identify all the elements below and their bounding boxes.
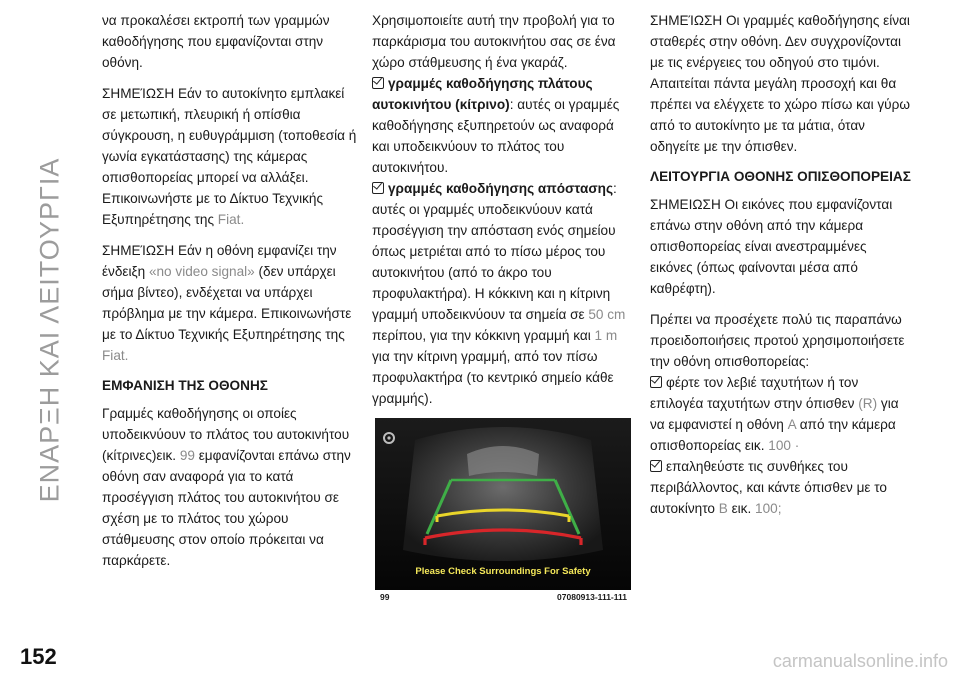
signal-message: «no video signal»: [148, 264, 255, 279]
rear-camera-view: [375, 418, 631, 590]
text-column-1: [102, 10, 360, 581]
checkmark-icon: [650, 376, 662, 388]
figure-reference: 100;: [755, 501, 782, 516]
brand-name: Fiat.: [217, 212, 245, 227]
paragraph: Πρέπει να προσέχετε πολύ τις παραπάνω προειδοποιήσεις προτού χρησιμοποιήσετε την οθόνη οπισθοπορείας:: [650, 312, 905, 369]
list-item: επαληθεύστε τις συνθήκες του περιβάλλοντος, και κάντε όπισθεν με το αυτοκίνητο B εικ. 100;: [650, 459, 887, 516]
figure-number: 99: [380, 592, 390, 602]
text-column-3: [650, 10, 912, 519]
note-mirrored-images: ΣΗΜΕΙΩΣΗ Οι εικόνες που εμφανίζονται επάνω στην οθόνη από την κάμερα οπισθοπορείας είναι ανεστραμμένες εικόνες (όπως φαίνονται μέσα από καθρέφτη).: [650, 197, 893, 296]
paragraph: Γραμμές καθοδήγησης οι οποίες υποδεικνύουν το πλάτος του αυτοκινήτου (κίτρινες)εικ. 99 εμφανίζονται επάνω στην οθόνη σαν αναφορά για το κατά προσέγγιση πλάτος του αυτοκινήτου σε σχέση με το πλάτος του χώρου στάθμευσης στον οποίο πρόκειται να παρκάρετε.: [102, 406, 351, 568]
screen-reference: A: [787, 417, 796, 432]
site-watermark: carmanualsonline.info: [772, 651, 948, 671]
list-item: γραμμές καθοδήγησης πλάτους αυτοκινήτου (κίτρινο): αυτές οι γραμμές καθοδήγησης εξυπηρετούν ως αναφορά και υποδεικνύουν το πλάτος του αυτοκινήτου.: [372, 76, 620, 175]
checkmark-icon: [372, 182, 384, 194]
note-camera-alignment: ΣΗΜΕΊΩΣΗ Εάν το αυτοκίνητο εμπλακεί σε μετωπική, πλευρική ή οπίσθια σύγκρουση, η ευθυγράμμιση (τοποθεσία ή γωνία εγκατάστασης) της κάμερας οπισθοπορείας μπορεί να αλλάξει. Επικοινωνήστε με το Δίκτυο Τεχνικής Εξυπηρέτησης της Fiat.: [102, 86, 357, 227]
checkmark-icon: [372, 77, 384, 89]
figure-reference: 99: [179, 448, 195, 463]
text-column-2: [372, 10, 634, 409]
list-item: γραμμές καθοδήγησης απόστασης: αυτές οι γραμμές υποδεικνύουν κατά προσέγγιση την απόσταση ενός σημείου όπως μετριέται από το πίσω μέρος του αυτοκινήτου (από το άκρο του προφυλακτήρα). Η κόκκινη και η κίτρινη γραμμή υποδεικνύουν τα σημεία σε 50 cm περίπου, για την κόκκινη γραμμή και 1 m για την κίτρινη γραμμή, από τον πίσω προφυλακτήρα (το κεντρικό σημείο κάθε γραμμής).: [372, 181, 626, 406]
section-heading: ΕΜΦΑΝΙΣΗ ΤΗΣ ΟΘΟΝΗΣ: [102, 378, 268, 393]
gear-reference: (R): [858, 396, 878, 411]
page-number: 152: [20, 644, 57, 669]
checkmark-icon: [650, 460, 662, 472]
figure-reference: 100 ·: [768, 438, 800, 453]
note-no-video-signal: ΣΗΜΕΊΩΣΗ Εάν η οθόνη εμφανίζει την ένδειξη «no video signal» (δεν υπάρχει σήμα βίντεο), ενδέχεται να υπάρχει πρόβλημα με την κάμερα. Επικοινωνήστε με το Δίκτυο Τεχνικής Εξυπηρέτησης της Fiat.: [102, 243, 352, 363]
paragraph: να προκαλέσει εκτροπή των γραμμών καθοδήγησης που εμφανίζονται στην οθόνη.: [102, 13, 330, 70]
figure-code: 07080913-111-111: [557, 592, 627, 602]
step-reference: B: [718, 501, 728, 516]
safety-banner: Please Check Surroundings For Safety: [415, 566, 591, 577]
rear-camera-figure: [375, 418, 631, 590]
section-heading: ΛΕΙΤΟΥΡΓΙΑ ΟΘΟΝΗΣ ΟΠΙΣΘΟΠΟΡΕΙΑΣ: [650, 169, 911, 184]
brand-name: Fiat.: [102, 348, 129, 363]
paragraph: Χρησιμοποιείτε αυτή την προβολή για το παρκάρισμα του αυτοκινήτου σας σε ένα χώρο στάθμευσης ή ένα γκαράζ.: [372, 13, 616, 70]
note-static-guidelines: ΣΗΜΕΊΩΣΗ Οι γραμμές καθοδήγησης είναι σταθερές στην οθόνη. Δεν συγχρονίζονται με τις ενέργειες του οδηγού στο τιμόνι. Απαιτείται πάντα μεγάλη προσοχή και θα πρέπει να ελέγχετε το χώρο πίσω και γύρω από το αυτοκίνητο με τα μάτια, όταν οδηγείτε με την όπισθεν.: [650, 13, 910, 154]
distance-value: 50 cm: [588, 307, 626, 322]
distance-value: 1 m: [594, 328, 618, 343]
section-side-title: ΕΝΑΡΞΗ ΚΑΙ ΛΕΙΤΟΥΡΓΙΑ: [34, 157, 65, 503]
list-item: φέρτε τον λεβιέ ταχυτήτων ή τον επιλογέα ταχυτήτων στην όπισθεν (R) για να εμφανιστεί η οθόνη A από την κάμερα οπισθοπορείας εικ. 100 ·: [650, 375, 899, 453]
